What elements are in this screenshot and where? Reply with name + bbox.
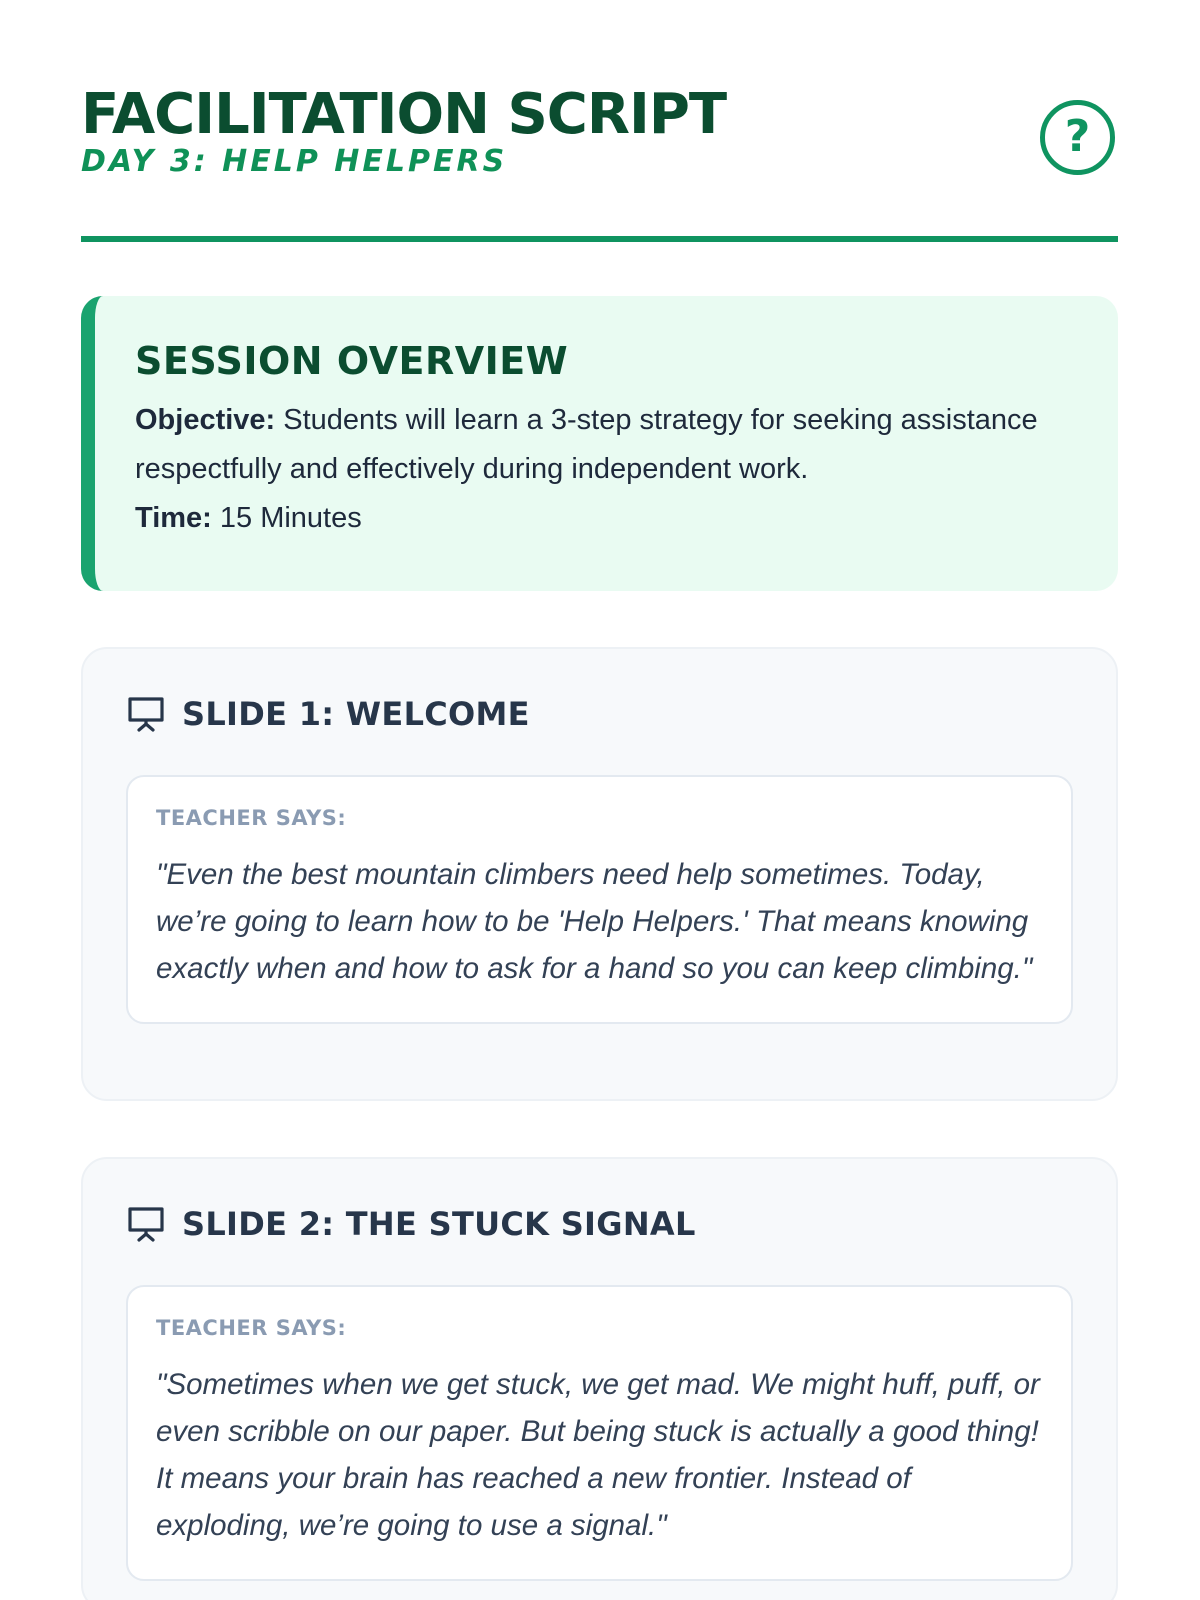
- presentation-board-icon: [126, 694, 166, 734]
- session-overview-card: [81, 296, 1118, 591]
- page-subtitle: DAY 3: HELP HELPERS: [81, 144, 508, 179]
- objective-label: Objective:: [135, 404, 276, 436]
- presentation-board-icon: [126, 1204, 166, 1244]
- teacher-quote: "Even the best mountain climbers need help sometimes. Today, we’re going to learn how to be 'Help Helpers.' That means knowing exactly when and how to ask for a hand so you can keep climbing.": [156, 858, 1033, 985]
- session-overview-heading: SESSION OVERVIEW: [135, 339, 569, 383]
- slide-card: [81, 1157, 1118, 1600]
- question-mark-icon: ?: [1064, 110, 1091, 162]
- objective-text: Students will learn a 3-step strategy for seeking assistance respectfully and effectively during independent work.: [135, 404, 1038, 485]
- objective-line: [135, 396, 1074, 494]
- time-line: [135, 494, 1074, 543]
- slide-card: [81, 647, 1118, 1101]
- time-label: Time:: [135, 502, 212, 534]
- teacher-says-box: [126, 1285, 1073, 1581]
- slide-header: [126, 1201, 1073, 1247]
- header-divider: [81, 236, 1118, 242]
- slide-header: [126, 691, 1073, 737]
- time-text: 15 Minutes: [211, 502, 362, 534]
- teacher-says-box: [126, 775, 1073, 1024]
- slide-title: SLIDE 1: WELCOME: [182, 695, 530, 733]
- teacher-quote: "Sometimes when we get stuck, we get mad. We might huff, puff, or even scribble on our paper. But being stuck is actually a good thing! It means your brain has reached a new frontier. Instead of exploding, we’re going to use a signal.": [156, 1368, 1040, 1542]
- page-header: [81, 0, 1118, 242]
- teacher-says-label: TEACHER SAYS:: [156, 1316, 347, 1340]
- slide-title: SLIDE 2: THE STUCK SIGNAL: [182, 1205, 696, 1243]
- teacher-says-label: TEACHER SAYS:: [156, 806, 347, 830]
- page-title: FACILITATION SCRIPT: [81, 82, 727, 147]
- help-button[interactable]: [1040, 100, 1115, 175]
